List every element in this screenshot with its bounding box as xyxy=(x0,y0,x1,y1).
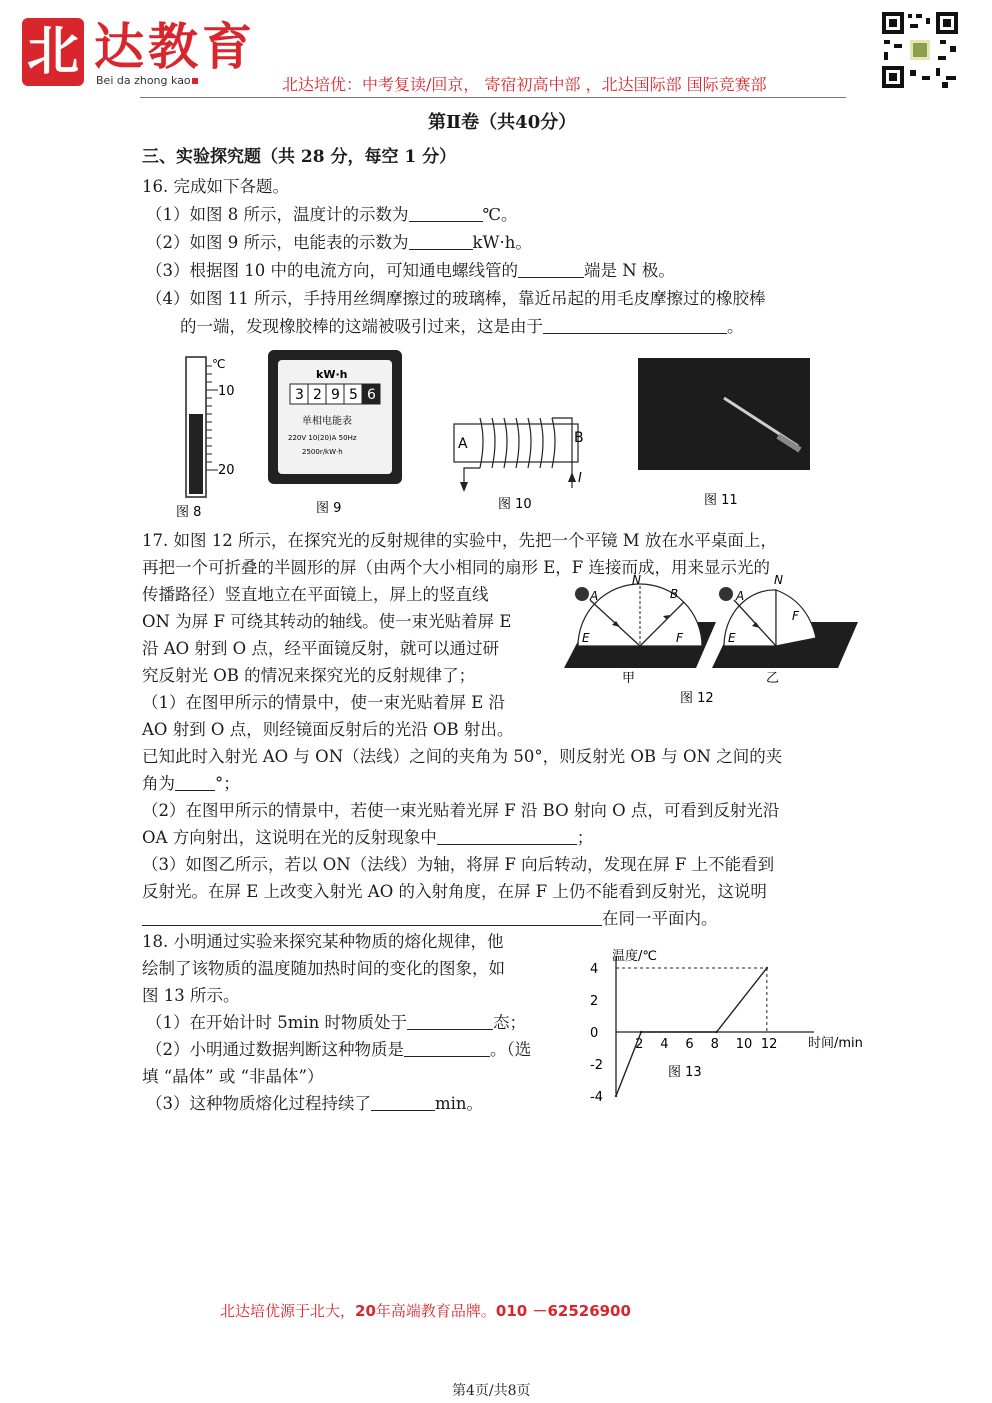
meter-unit: kW·h xyxy=(316,368,348,381)
figure-13-chart xyxy=(578,944,878,1104)
q18-part1: （1）在开始计时 5min 时物质处于 态； xyxy=(146,1013,527,1032)
meter-digit-decimal: 6 xyxy=(367,387,376,403)
answer-blank[interactable] xyxy=(142,909,602,926)
figure-11-photo xyxy=(638,358,810,508)
y-axis-label: 温度/℃ xyxy=(612,949,657,964)
figure-9-caption: 图 9 xyxy=(316,501,342,516)
q17-line2: 再把一个可折叠的半圆形的屏（由两个大小相同的扇形 E，F 连接而成，用来显示光的 xyxy=(142,558,770,577)
meter-name: 单相电能表 xyxy=(302,416,352,427)
brand-logo-mark: 北 xyxy=(22,18,84,86)
q17-line6: 究反射光 OB 的情况来探究光的反射规律了； xyxy=(142,666,476,685)
answer-blank[interactable] xyxy=(518,261,584,278)
subfigure-label-b: 乙 xyxy=(766,671,780,686)
q17-line3: 传播路径）竖直地立在平面镜上，屏上的竖直线 xyxy=(142,585,489,604)
figure-8-thermometer xyxy=(168,352,248,522)
header-slogan: 北达培优：中考复读/回京， 寄宿初高中部 ，北达国际部 国际竞赛部 xyxy=(282,75,767,94)
label-f: F xyxy=(676,631,683,645)
page-number: 第4页/共8页 xyxy=(452,1383,531,1399)
figure-12-caption: 图 12 xyxy=(680,691,714,706)
answer-blank[interactable] xyxy=(175,774,215,791)
answer-blank[interactable] xyxy=(409,205,483,222)
section-heading: 三、实验探究题（共 28 分，每空 1 分） xyxy=(142,147,457,167)
meter-spec: 220V 10(20)A 50Hz xyxy=(288,434,357,442)
y-tick-label: -4 xyxy=(590,1090,603,1104)
q16-stem: 16. 完成如下各题。 xyxy=(142,177,289,196)
solenoid-end-b: B xyxy=(574,430,584,446)
label-f: F xyxy=(792,609,799,623)
x-tick-label: 2 xyxy=(635,1037,644,1052)
label-n: N xyxy=(774,573,783,587)
header-divider xyxy=(140,97,846,98)
footer-phone: 010 －62526900 xyxy=(495,1302,631,1320)
q16-part3: （3）根据图 10 中的电流方向，可知通电螺线管的 端是 N 极。 xyxy=(146,261,675,280)
solenoid-end-a: A xyxy=(458,436,468,452)
x-axis-label: 时间/min xyxy=(808,1036,863,1051)
y-tick-label: -2 xyxy=(590,1058,603,1073)
q17-line15: 在同一平面内。 xyxy=(142,908,718,930)
figure-12-reflection xyxy=(560,572,860,708)
q17-line7: （1）在图甲所示的情景中，使一束光贴着屏 E 沿 xyxy=(142,693,506,712)
tick-label-20: 20 xyxy=(218,463,235,478)
label-e: E xyxy=(728,631,736,645)
q17-line9: 已知此时入射光 AO 与 ON（法线）之间的夹角为 50°，则反射光 OB 与 ON 之间的夹 xyxy=(142,747,783,766)
q18-part2-line2: 填 “晶体” 或 “非晶体”） xyxy=(142,1067,324,1086)
x-tick-label: 10 xyxy=(735,1037,753,1052)
thermometer-unit: ℃ xyxy=(212,357,226,371)
thermometer-liquid xyxy=(189,414,203,494)
q18-line3: 图 13 所示。 xyxy=(142,986,240,1005)
label-a: A xyxy=(736,589,745,603)
q17-line4: ON 为屏 F 可绕其转动的轴线。使一束光贴着屏 E xyxy=(142,612,512,631)
answer-blank[interactable] xyxy=(371,1094,435,1111)
answer-blank[interactable] xyxy=(407,1013,493,1030)
x-tick-label: 8 xyxy=(710,1037,719,1052)
q17-line1: 17. 如图 12 所示，在探究光的反射规律的实验中，先把一个平镜 M 放在水平桌面上， xyxy=(142,531,777,550)
label-a: A xyxy=(590,589,599,603)
q17-line11: （2）在图甲所示的情景中，若使一束光贴着光屏 F 沿 BO 射向 O 点，可看到反射光沿 xyxy=(142,801,780,820)
current-label: I xyxy=(578,471,582,486)
label-b: B xyxy=(670,587,679,601)
x-tick-label: 12 xyxy=(760,1037,778,1052)
y-tick-label: 4 xyxy=(590,962,599,977)
q17-line14: 反射光。在屏 E 上改变入射光 AO 的入射角度，在屏 F 上仍不能看到反射光，这说明 xyxy=(142,882,767,901)
footer-slogan: 北达培优源于北大，20年高端教育品牌。010 －62526900 xyxy=(220,1302,631,1320)
figure-8-caption: 图 8 xyxy=(176,505,202,520)
meter-digits xyxy=(290,384,380,404)
x-tick-label: 4 xyxy=(660,1037,669,1052)
y-tick-label: 2 xyxy=(590,994,599,1009)
label-n: N xyxy=(632,573,641,587)
section-title: 第Ⅱ卷（共40分） xyxy=(428,112,577,133)
q16-part4-line2: 的一端，发现橡胶棒的这端被吸引过来，这是由于 。 xyxy=(180,317,744,336)
subfigure-label-a: 甲 xyxy=(622,671,636,686)
brand-dot xyxy=(192,78,198,84)
figure-11-caption: 图 11 xyxy=(704,493,738,508)
q17-line12: OA 方向射出，这说明在光的反射现象中 ； xyxy=(142,828,594,847)
meter-digit: 9 xyxy=(331,387,340,403)
q18-line2: 绘制了该物质的温度随加热时间的变化的图象，如 xyxy=(142,959,505,978)
q17-line5: 沿 AO 射到 O 点，经平面镜反射，就可以通过研 xyxy=(142,639,499,658)
figure-10-solenoid xyxy=(446,410,596,514)
figure-9-electric-meter xyxy=(266,348,406,518)
q17-line10: 角为 °； xyxy=(142,774,240,793)
answer-blank[interactable] xyxy=(437,828,577,845)
meter-rate: 2500r/kW·h xyxy=(302,448,343,456)
label-e: E xyxy=(582,631,590,645)
qr-code-icon xyxy=(880,10,960,90)
answer-blank[interactable] xyxy=(409,233,473,250)
brand-logo-subtitle: Bei da zhong kao xyxy=(96,74,191,87)
chart-title: 图 13 xyxy=(668,1065,702,1080)
tick-label-10: 10 xyxy=(218,384,235,399)
answer-blank[interactable] xyxy=(404,1040,490,1057)
q18-part2: （2）小明通过数据判断这种物质是 。（选 xyxy=(146,1040,532,1059)
answer-blank[interactable] xyxy=(543,317,727,334)
figure-10-caption: 图 10 xyxy=(498,497,532,512)
q16-part2: （2）如图 9 所示，电能表的示数为 kW·h。 xyxy=(146,233,532,252)
meter-digit: 3 xyxy=(295,387,304,403)
brand-logo-text: 达教育 xyxy=(94,17,256,76)
q16-part1: （1）如图 8 所示，温度计的示数为 ℃。 xyxy=(146,205,518,224)
meter-digit: 2 xyxy=(313,387,322,403)
q17-line13: （3）如图乙所示，若以 ON（法线）为轴，将屏 F 向后转动，发现在屏 F 上不能看到 xyxy=(142,855,775,874)
y-tick-label: 0 xyxy=(590,1026,599,1041)
q16-part4-line1: （4）如图 11 所示，手持用丝绸摩擦过的玻璃棒，靠近吊起的用毛皮摩擦过的橡胶棒 xyxy=(146,289,766,308)
x-tick-label: 6 xyxy=(685,1037,694,1052)
meter-digit: 5 xyxy=(349,387,358,403)
q18-part3: （3）这种物质熔化过程持续了 min。 xyxy=(146,1094,484,1113)
q18-line1: 18. 小明通过实验来探究某种物质的熔化规律，他 xyxy=(142,932,504,951)
q17-line8: AO 射到 O 点，则经镜面反射后的光沿 OB 射出。 xyxy=(142,720,514,739)
